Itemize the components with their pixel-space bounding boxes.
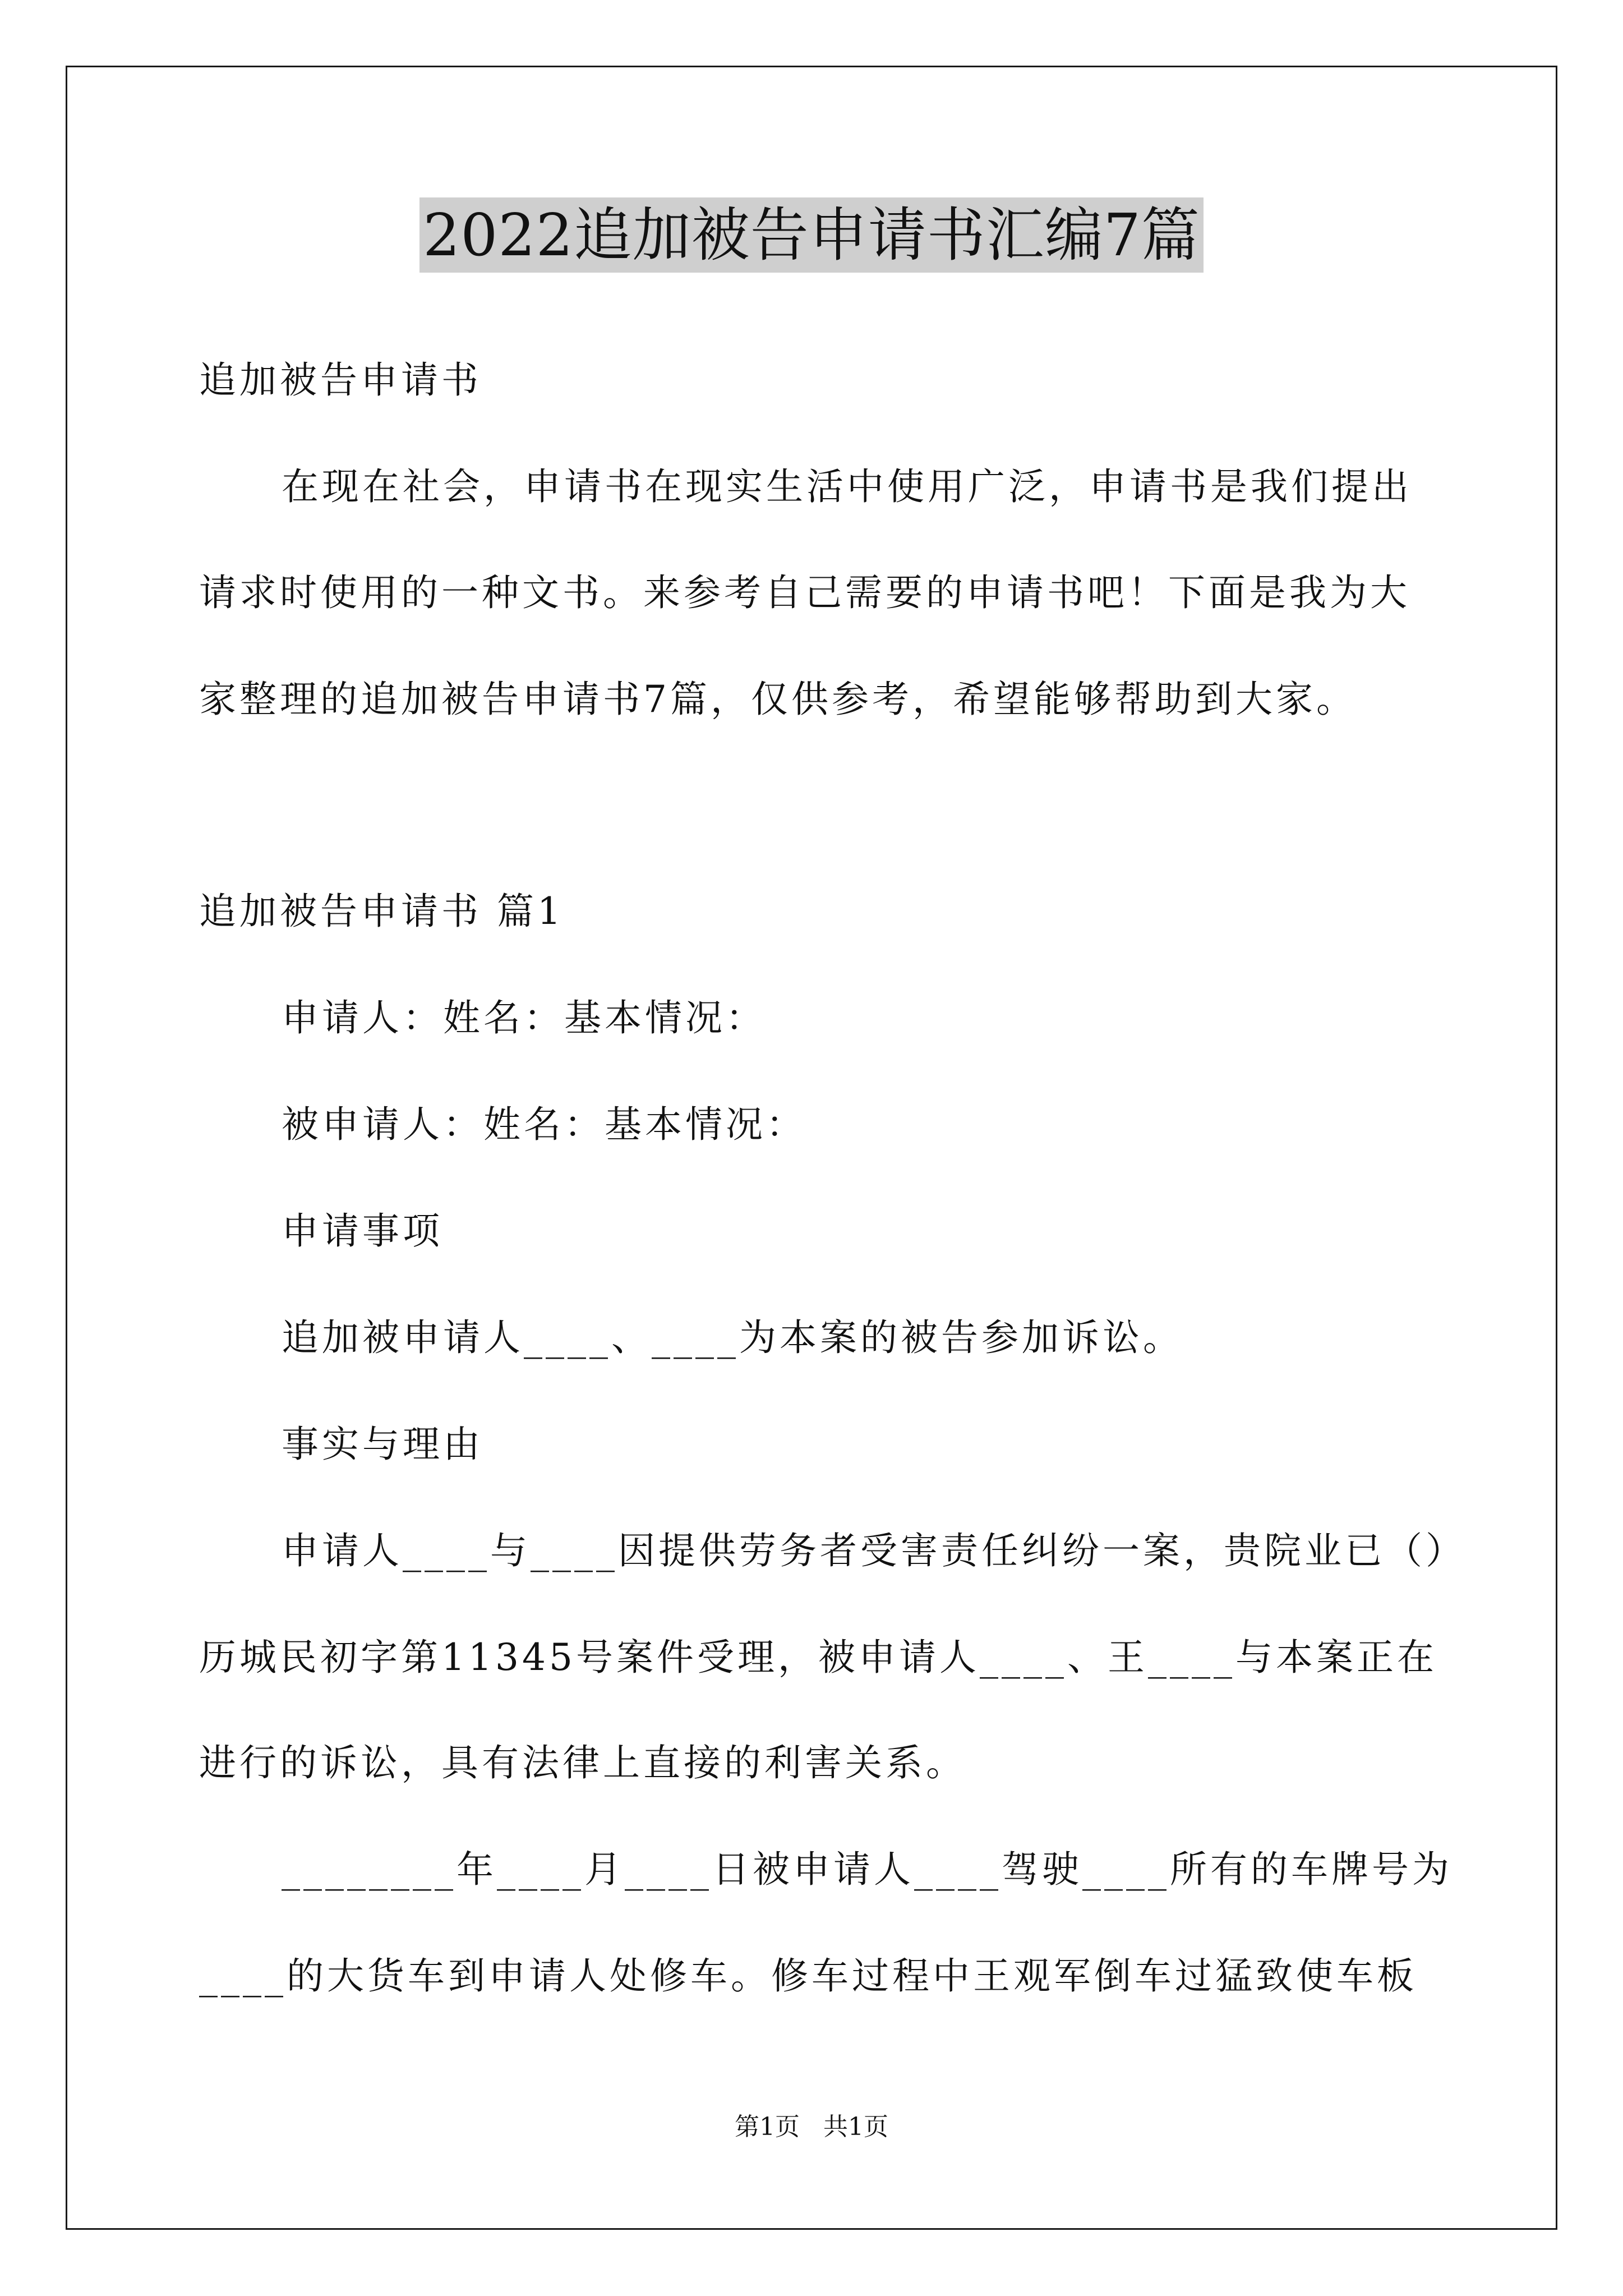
paragraph-line: 申请人____与____因提供劳务者受害责任纠纷一案，贵院业已（） <box>282 1529 1466 1572</box>
section-heading: 追加被告申请书 篇1 <box>199 890 564 933</box>
paragraph-line: 家整理的追加被告申请书7篇，仅供参考，希望能够帮助到大家。 <box>199 678 1357 721</box>
section-heading: 追加被告申请书 <box>199 358 482 402</box>
paragraph-line: 申请事项 <box>282 1209 443 1253</box>
paragraph-line: 事实与理由 <box>282 1423 483 1466</box>
paragraph-line: ________年____月____日被申请人____驾驶____所有的车牌号为 <box>282 1848 1453 1891</box>
paragraph-line: ____的大货车到申请人处修车。修车过程中王观军倒车过猛致使车板 <box>199 1954 1417 1998</box>
title-container <box>0 197 1623 273</box>
paragraph-line: 进行的诉讼，具有法律上直接的利害关系。 <box>199 1741 966 1784</box>
paragraph-line: 在现在社会，申请书在现实生活中使用广泛，申请书是我们提出 <box>282 465 1412 508</box>
page-footer <box>0 2112 1623 2142</box>
paragraph-line: 追加被申请人____、____为本案的被告参加诉讼。 <box>282 1316 1183 1359</box>
paragraph-line: 请求时使用的一种文书。来参考自己需要的申请书吧！下面是我为大 <box>199 571 1410 614</box>
paragraph-line: 申请人：姓名：基本情况： <box>282 996 766 1039</box>
page-number: 第1页 <box>735 2113 800 2141</box>
paragraph-line: 被申请人：姓名：基本情况： <box>282 1103 806 1146</box>
page-total: 共1页 <box>823 2113 888 2141</box>
document-title: 2022追加被告申请书汇编7篇 <box>419 197 1204 273</box>
paragraph-line: 历城民初字第11345号案件受理，被申请人____、王____与本案正在 <box>199 1636 1437 1679</box>
